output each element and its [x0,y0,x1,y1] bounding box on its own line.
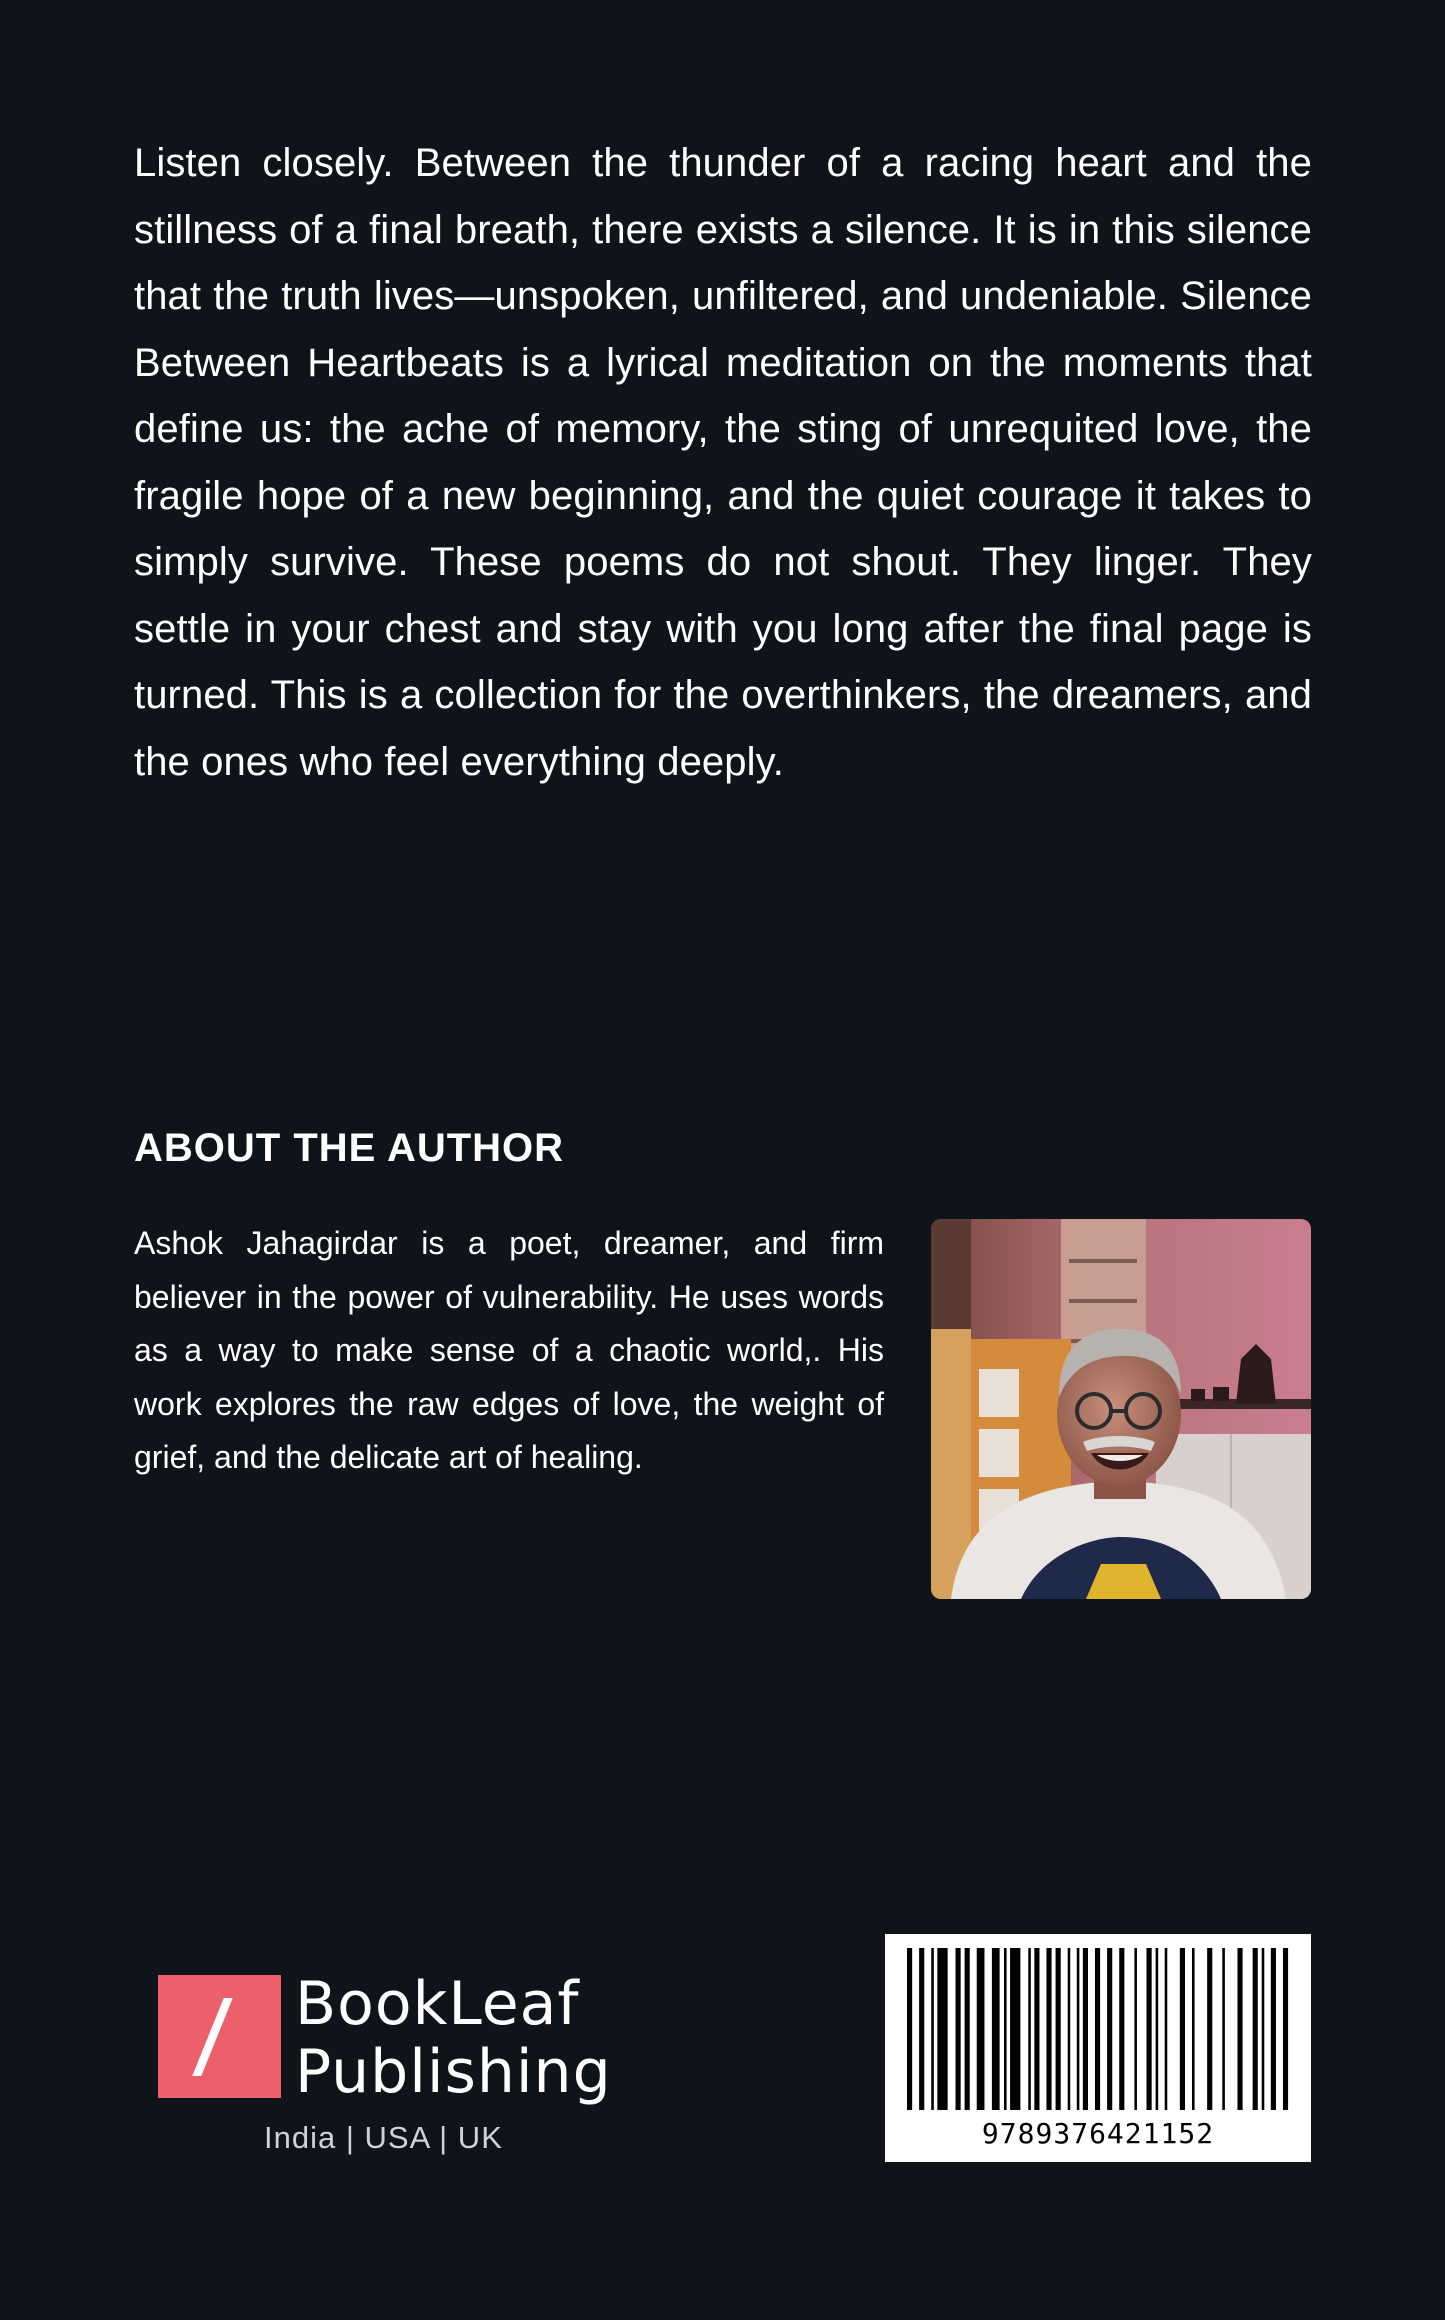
back-cover-blurb: Listen closely. Between the thunder of a racing heart and the stillness of a final breath, there exists a silence. It is in this silence that the truth lives—unspoken, unfiltered, and undeniable. Silence Between Heartbeats is a lyrical meditation on the moments that define us: the ache of memory, the sting of unrequited love, the fragile hope of a new beginning, and the quiet courage it takes to simply survive. These poems do not shout. They linger. They settle in your chest and stay with you long after the final page is turned. This is a collection for the overthinkers, the dreamers, and the ones who feel everything deeply. [134,141,1312,784]
publisher-logo [158,1970,618,2170]
publisher-regions: India | USA | UK [264,2120,503,2155]
author-bio: Ashok Jahagirdar is a poet, dreamer, and firm believer in the power of vulnerability. He uses words as a way to make sense of a chaotic world,. His work explores the raw edges of love, the weight of grief, and the delicate art of healing. [134,1225,884,1475]
publisher-name-line1: BookLeaf [295,1969,580,2039]
author-photo [931,1219,1311,1599]
bookleaf-slash-icon [158,1975,281,2098]
barcode-bars [901,1948,1295,2110]
publisher-name-line2: Publishing [295,2037,612,2107]
isbn-barcode [885,1934,1311,2162]
publisher-name [295,1970,612,2106]
isbn-number: 9789376421152 [981,2117,1215,2150]
about-author-heading: ABOUT THE AUTHOR [134,1126,565,1170]
